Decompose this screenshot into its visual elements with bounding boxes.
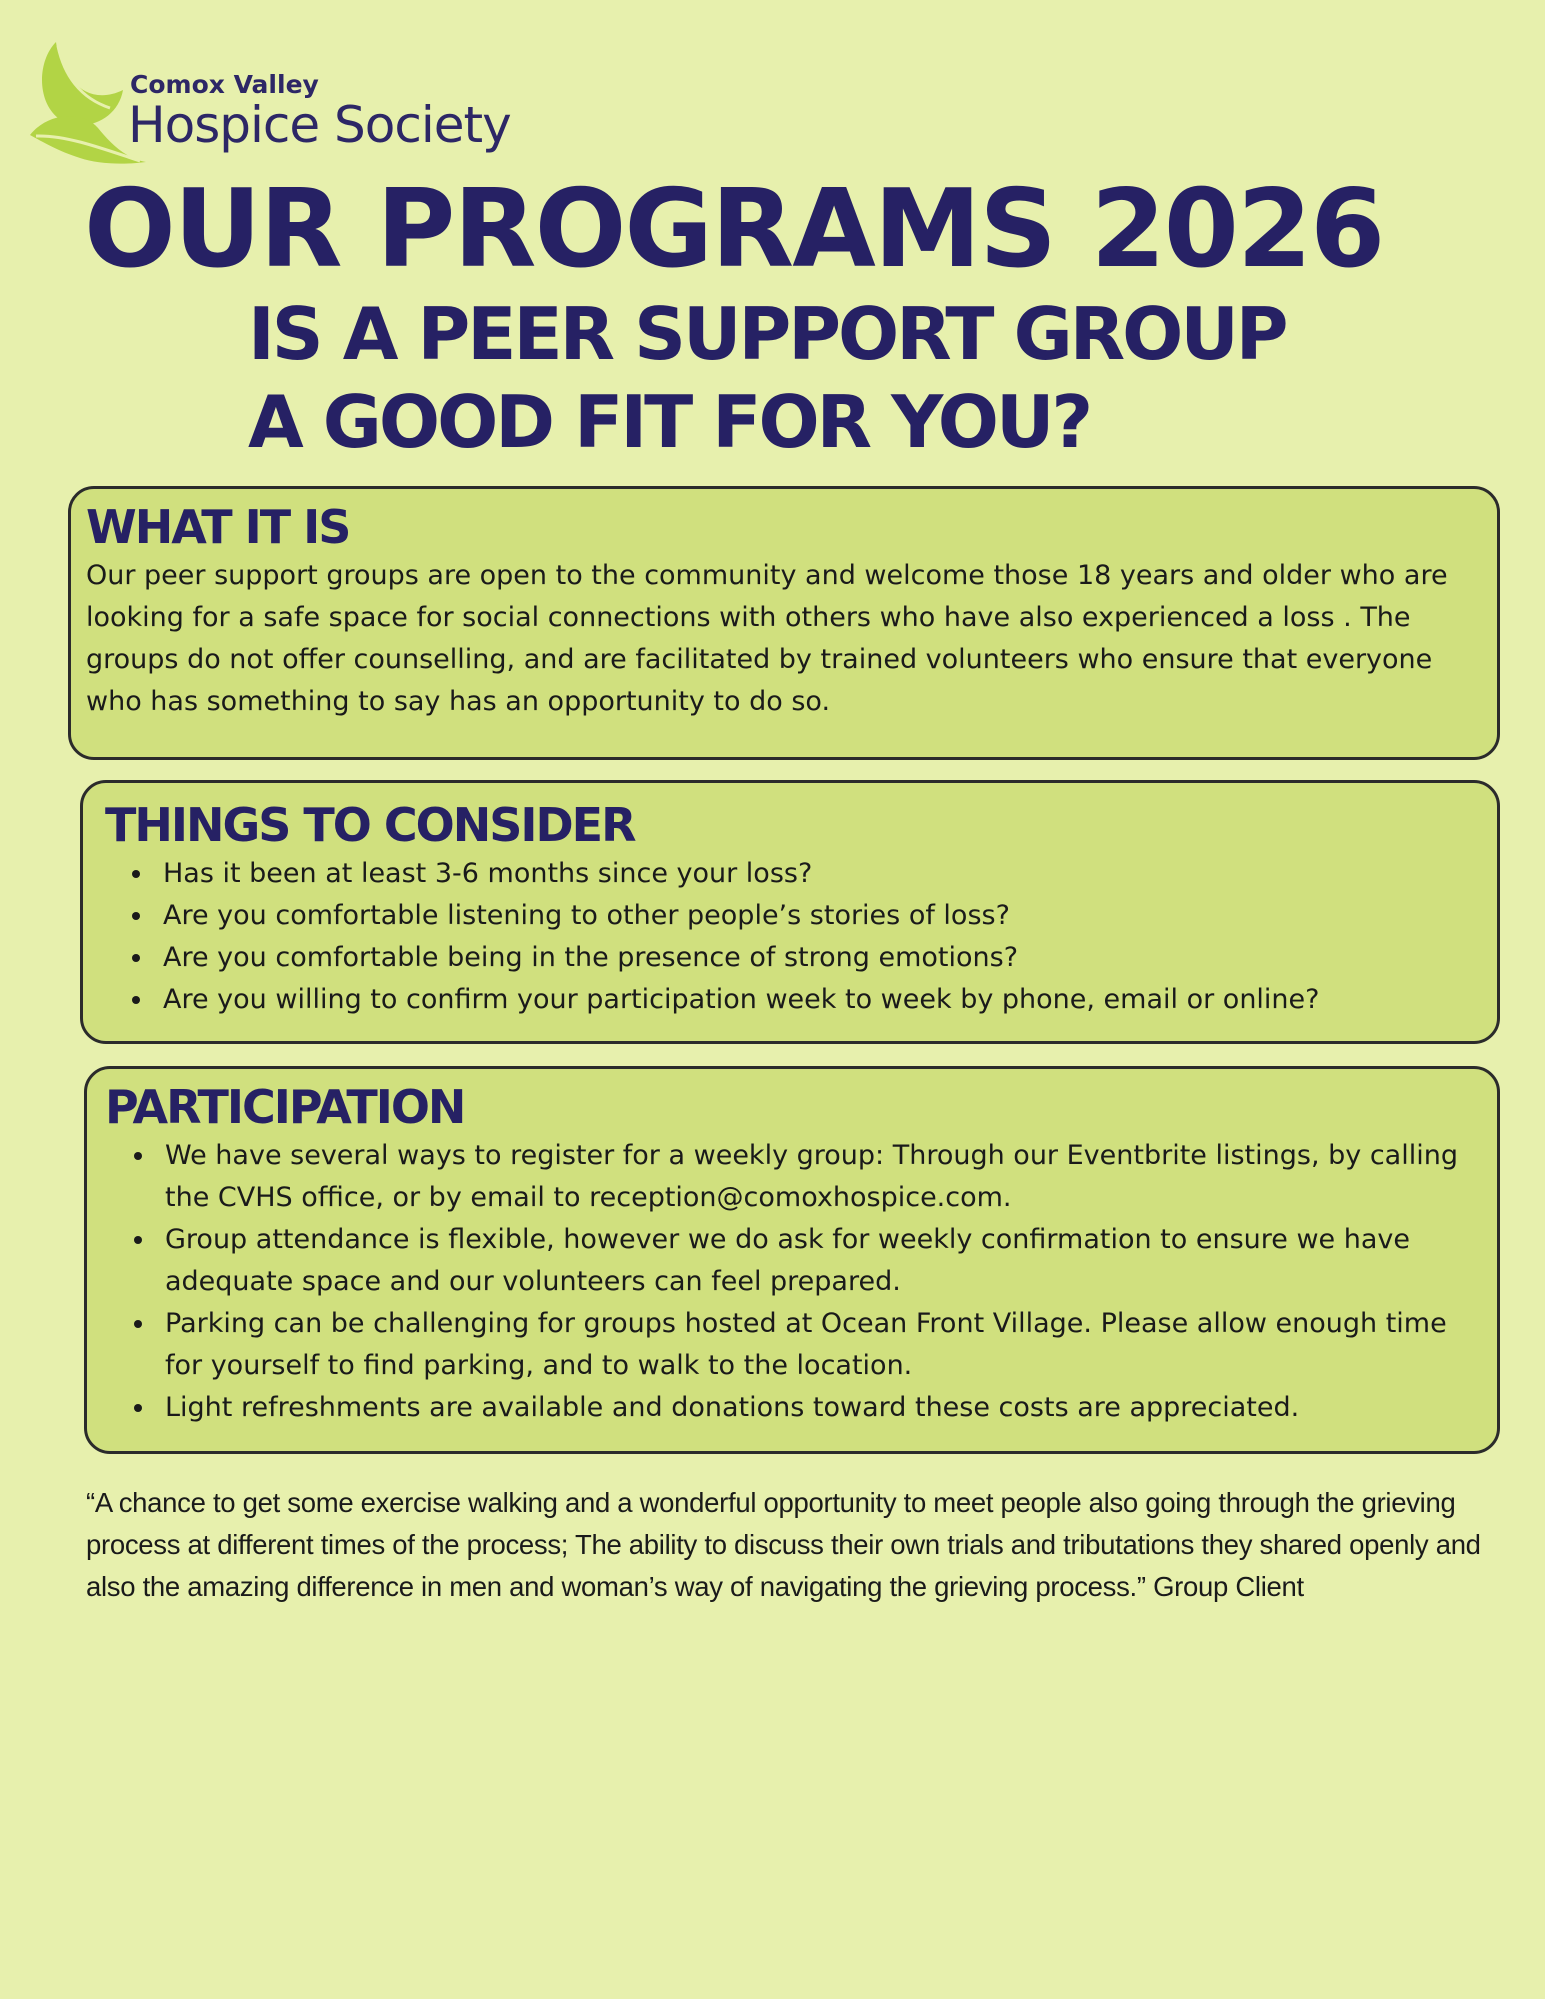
things-to-consider-heading: THINGS TO CONSIDER [105, 798, 635, 852]
logo-line-2: Hospice Society [128, 96, 511, 154]
list-item: • We have several ways to register for a weekly group: Through our Eventbrite listings, by calling the CVHS office, or by email to reception@comoxhospice.com. [157, 1135, 1477, 1219]
participation-list [105, 1135, 1477, 1429]
list-item: • Light refreshments are available and donations toward these costs are appreciated. [157, 1387, 1477, 1429]
list-item: • Has it been at least 3-6 months since your loss? [155, 853, 1477, 895]
logo-line-1: Comox Valley [130, 70, 319, 99]
things-to-consider-list [105, 853, 1477, 1021]
page-title: OUR PROGRAMS 2026 [84, 167, 1384, 292]
what-it-is-heading: WHAT IT IS [86, 500, 350, 554]
what-it-is-section [68, 486, 1500, 760]
organization-logo [28, 40, 548, 170]
subtitle-line-2: A GOOD FIT FOR YOU? [248, 380, 1091, 464]
list-item: • Are you comfortable listening to other people’s stories of loss? [155, 895, 1477, 937]
things-to-consider-section [80, 780, 1500, 1044]
list-item: • Are you comfortable being in the presence of strong emotions? [155, 937, 1477, 979]
list-item: • Group attendance is flexible, however we do ask for weekly confirmation to ensure we have adequate space and our volunteers can feel prepared. [157, 1219, 1477, 1303]
participation-heading: PARTICIPATION [105, 1080, 465, 1134]
list-item: • Parking can be challenging for groups hosted at Ocean Front Village. Please allow enough time for yourself to find parking, and to walk to the location. [157, 1303, 1477, 1387]
page-subtitle [248, 290, 1286, 466]
client-testimonial: “A chance to get some exercise walking and a wonderful opportunity to meet people also going through the grieving process at different times of the process; The ability to discuss their own trials and tributations they shared openly and also the amazing difference in men and woman’s way of navigating the grieving process.” Group Client [86, 1487, 1481, 1602]
subtitle-line-1: IS A PEER SUPPORT GROUP [248, 292, 1286, 376]
what-it-is-body: Our peer support groups are open to the community and welcome those 18 years and older who are looking for a safe space for social connections with others who have also experienced a loss . The groups do not offer counselling, and are facilitated by trained volunteers who ensure that everyone who has something to say has an opportunity to do so. [86, 560, 1448, 717]
list-item: • Are you willing to confirm your participation week to week by phone, email or online? [155, 979, 1477, 1021]
participation-section [84, 1066, 1500, 1454]
